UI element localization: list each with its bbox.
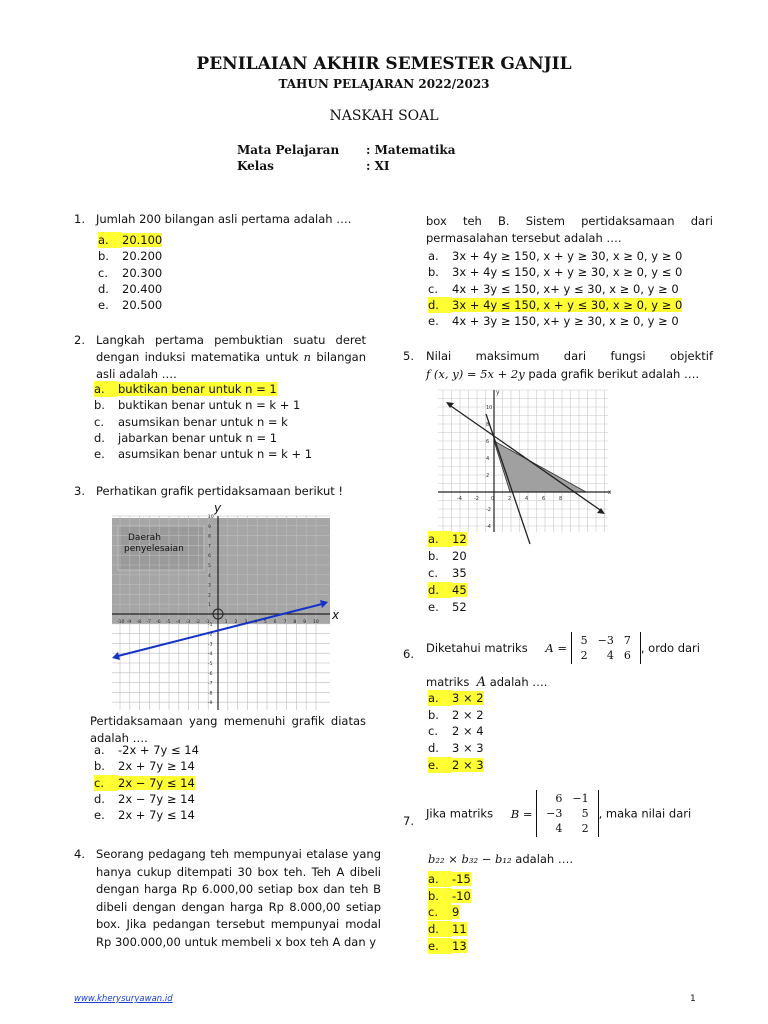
- option-label: d.: [428, 297, 452, 313]
- q3-graph: [110, 500, 342, 710]
- option-text: 9: [452, 905, 460, 920]
- q2-option-a: [94, 381, 277, 397]
- page-title: PENILAIAN AKHIR SEMESTER GANJIL: [196, 54, 572, 74]
- option-label: e.: [428, 314, 439, 329]
- option-text: 3 × 3: [452, 741, 484, 756]
- q3-option-a: [94, 742, 199, 758]
- option-label: e.: [94, 447, 105, 462]
- option-text: 2 × 4: [452, 724, 484, 739]
- q5-y-tick: -2: [486, 507, 491, 513]
- option-label: b.: [428, 707, 439, 722]
- q3-number: 3.: [74, 484, 85, 498]
- option-text: 45: [452, 583, 467, 597]
- q3-x-tick: 7: [283, 620, 287, 625]
- q3-option-c: [94, 775, 195, 791]
- option-text: 20.400: [122, 281, 163, 296]
- q7-option-d: [428, 921, 467, 937]
- option-label: a.: [428, 531, 452, 547]
- q5-formula: f (x, y) = 5x + 2y: [426, 367, 525, 381]
- q1-option-e: [98, 297, 162, 313]
- q3-y-tick: 10: [208, 515, 214, 520]
- q3-axis-y-label: y: [214, 501, 222, 515]
- matrix-cell: 4: [555, 822, 563, 835]
- q5-axis-y-label: y: [496, 389, 500, 396]
- q7-option-b: [428, 888, 471, 904]
- subject-label: Mata Pelajaran: [237, 143, 340, 157]
- q6-option-b: [428, 707, 484, 723]
- option-label: b.: [428, 549, 439, 563]
- option-text: 20.500: [122, 298, 163, 313]
- q1-text: Jumlah 200 bilangan asli pertama adalah ….: [96, 212, 352, 226]
- q3-y-tick: 9: [208, 524, 211, 530]
- q5-option-b: [428, 548, 467, 564]
- q4-option-b: [428, 264, 682, 280]
- q3-x-tick: 8: [293, 620, 297, 625]
- matrix-cell: 6: [555, 792, 563, 805]
- q2-option-b: [94, 397, 300, 413]
- q3-x-tick: -10: [117, 620, 125, 625]
- q4-option-a: [428, 248, 682, 264]
- option-text: asumsikan benar untuk n = k: [118, 414, 288, 429]
- option-label: c.: [428, 281, 438, 296]
- q5-y-tick: 2: [486, 473, 490, 479]
- q2-option-e: [94, 446, 312, 462]
- q5-option-e: [428, 599, 467, 615]
- q3-y-tick: -4: [208, 652, 213, 658]
- q7-text-b: b₂₂ × b₃₂ − b₁₂ adalah ….: [428, 852, 574, 866]
- q7-formula: b₂₂ × b₃₂ − b₁₂: [428, 852, 512, 866]
- q3-region-label-1: Daerah: [128, 533, 161, 543]
- q3-text: Perhatikan grafik pertidaksamaan berikut !: [96, 484, 344, 498]
- q3-option-e: [94, 807, 195, 823]
- footer-link[interactable]: www.kherysuryawan.id: [74, 994, 173, 1004]
- option-text: 20.200: [122, 249, 163, 264]
- q6-text: Diketahui matriks A = 5 −3 7 2 4 6 , ordo dari: [426, 634, 700, 662]
- q3-after-text: Pertidaksamaan yang memenuhi grafik diatas adalah ….: [90, 714, 366, 745]
- option-label: a.: [428, 871, 452, 887]
- option-label: a.: [94, 381, 118, 397]
- q1-option-a: [98, 232, 162, 248]
- option-text: 20.100: [122, 233, 163, 247]
- q5-x-tick: -4: [457, 496, 462, 502]
- option-text: 4x + 3y ≤ 150, x+ y ≤ 30, x ≥ 0, y ≥ 0: [452, 281, 679, 296]
- q5-y-tick: 4: [486, 456, 490, 462]
- q3-x-tick: 9: [303, 620, 307, 625]
- option-label: a.: [428, 249, 439, 263]
- q3-y-tick: 3: [208, 583, 211, 589]
- q3-x-tick: -3: [185, 620, 191, 625]
- option-text: 2x − 7y ≤ 14: [118, 775, 195, 790]
- q5-x-tick: 0: [491, 496, 495, 502]
- q2-option-c: [94, 414, 288, 430]
- q7-matrix: [536, 790, 598, 837]
- q5-y-tick: 6: [486, 439, 490, 445]
- q1-option-b: [98, 248, 162, 264]
- matrix-cell: −3: [546, 807, 563, 820]
- q3-option-d: [94, 791, 195, 807]
- q4-option-d: [428, 297, 682, 313]
- option-label: c.: [428, 566, 438, 580]
- q5-graph: [438, 384, 616, 548]
- q3-x-tick: 4: [254, 620, 258, 625]
- q6-option-c: [428, 723, 484, 739]
- option-label: c.: [98, 265, 108, 280]
- q1-option-c: [98, 265, 162, 281]
- q3-y-tick: 4: [208, 573, 211, 579]
- option-text: 2x + 7y ≥ 14: [118, 759, 195, 774]
- q5-x-tick: 2: [508, 496, 512, 502]
- q7-number: 7.: [403, 814, 414, 828]
- class-value: : XI: [366, 159, 390, 173]
- q4-number: 4.: [74, 847, 85, 861]
- option-label: a.: [428, 690, 452, 706]
- option-text: 3x + 4y ≤ 150, x + y ≥ 30, x ≥ 0, y ≤ 0: [452, 265, 683, 280]
- option-text: -2x + 7y ≤ 14: [118, 743, 199, 757]
- option-label: b.: [98, 249, 109, 264]
- option-label: c.: [94, 414, 104, 429]
- q3-x-tick: -2: [195, 620, 200, 625]
- q3-y-tick: 6: [208, 554, 211, 560]
- option-label: c.: [428, 724, 438, 739]
- q3-x-tick: -1: [205, 620, 210, 625]
- option-text: buktikan benar untuk n = 1: [118, 382, 277, 396]
- matrix-cell: 7: [623, 634, 631, 647]
- option-label: d.: [98, 281, 109, 296]
- option-text: 13: [452, 938, 467, 953]
- class-label: Kelas: [237, 159, 274, 173]
- q6-option-e: [428, 757, 484, 773]
- q5-number: 5.: [403, 349, 414, 363]
- matrix-cell: −3: [597, 634, 614, 647]
- q3-axis-x-label: x: [332, 608, 340, 622]
- matrix-cell: −1: [572, 792, 589, 805]
- option-label: b.: [94, 759, 105, 774]
- q3-x-tick: 10: [313, 620, 319, 625]
- q3-y-tick: -6: [208, 671, 213, 677]
- q6-matrix: [571, 632, 641, 664]
- q6-text-c: matriks A adalah ….: [426, 675, 548, 690]
- q5-option-c: [428, 565, 467, 581]
- option-label: b.: [94, 398, 105, 413]
- matrix-cell: 5: [581, 807, 589, 820]
- q3-x-tick: -8: [136, 620, 142, 625]
- q3-x-tick: -6: [156, 620, 161, 625]
- q6-option-d: [428, 740, 484, 756]
- matrix-cell: 2: [581, 822, 589, 835]
- q5-y-tick: 8: [486, 422, 490, 428]
- q5-option-a: [428, 531, 467, 547]
- q6-option-a: [428, 690, 484, 706]
- q2-number: 2.: [74, 333, 85, 347]
- q3-x-tick: -7: [146, 620, 151, 625]
- matrix-cell: 2: [580, 649, 588, 662]
- option-text: 4x + 3y ≥ 150, x+ y ≥ 30, x ≥ 0, y ≥ 0: [452, 314, 679, 329]
- q3-x-tick: -5: [166, 620, 171, 625]
- subject-value: : Matematika: [366, 143, 456, 157]
- q3-y-tick: -8: [208, 691, 213, 697]
- option-label: e.: [98, 298, 109, 313]
- q1-number: 1.: [74, 212, 85, 226]
- option-text: 2 × 3: [452, 757, 484, 772]
- q3-y-tick: -1: [208, 622, 213, 628]
- q7-option-a: [428, 871, 471, 887]
- q1-option-d: [98, 281, 162, 297]
- option-label: b.: [428, 265, 439, 280]
- q7-text: Jika matriks B = 6 −1 −3 5 4 2 , maka nilai dari: [426, 792, 692, 835]
- option-text: asumsikan benar untuk n = k + 1: [118, 447, 313, 462]
- q5-axis-x-label: x: [608, 489, 612, 496]
- option-text: 11: [452, 922, 467, 937]
- option-label: c.: [428, 904, 452, 920]
- q7-option-e: [428, 938, 467, 954]
- option-text: 3x + 4y ≤ 150, x + y ≤ 30, x ≥ 0, y ≥ 0: [452, 297, 683, 312]
- q4-text: Seorang pedagang teh mempunyai etalase yang hanya cukup ditempati 30 box teh. Teh A dibeli dengan harga Rp 6.000,00 setiap box dan teh B dibeli dengan dengan harga Rp 8.000,00 setiap box. Jika pedangan tersebut mempunyai modal Rp 300.000,00 untuk membeli x box teh A dan y: [96, 847, 381, 949]
- q3-y-tick: 7: [208, 544, 211, 550]
- q3-x-tick: -9: [126, 620, 132, 625]
- option-text: 3 × 2: [452, 691, 484, 705]
- q3-y-tick: -9: [208, 701, 213, 707]
- q5-option-d: [428, 582, 467, 598]
- q3-y-tick: -5: [208, 662, 213, 667]
- q3-x-tick: 1: [224, 620, 228, 625]
- option-label: e.: [428, 938, 452, 954]
- q3-y-tick: -2: [208, 632, 213, 638]
- option-text: 2 × 2: [452, 707, 484, 722]
- option-label: d.: [94, 791, 105, 806]
- option-text: 20: [452, 549, 467, 563]
- option-text: 12: [452, 532, 467, 546]
- option-text: buktikan benar untuk n = k + 1: [118, 398, 301, 413]
- option-text: 52: [452, 600, 467, 614]
- q2-text: Langkah pertama pembuktian suatu deret dengan induksi matematika untuk n bilangan asli adalah ….: [96, 333, 366, 381]
- page-subtitle: TAHUN PELAJARAN 2022/2023: [278, 77, 490, 91]
- option-label: d.: [428, 741, 439, 756]
- q5-text-b: f (x, y) = 5x + 2y pada grafik berikut adalah ….: [426, 367, 700, 381]
- option-text: 3x + 4y ≥ 150, x + y ≥ 30, x ≥ 0, y ≥ 0: [452, 249, 683, 263]
- q3-y-tick: 5: [208, 564, 211, 569]
- q3-y-tick: 2: [208, 593, 211, 599]
- option-text: 2x + 7y ≤ 14: [118, 808, 195, 823]
- q7-option-c: [428, 904, 459, 920]
- doc-type: NASKAH SOAL: [329, 108, 439, 124]
- option-label: d.: [428, 921, 452, 937]
- option-label: b.: [428, 888, 452, 904]
- q6-number: 6.: [403, 647, 414, 661]
- option-text: jabarkan benar untuk n = 1: [118, 430, 278, 445]
- option-text: 2x − 7y ≥ 14: [118, 791, 195, 806]
- q5-y-tick: -4: [486, 524, 491, 530]
- matrix-cell: 4: [606, 649, 614, 662]
- option-text: 35: [452, 566, 467, 580]
- option-text: 20.300: [122, 265, 163, 280]
- q5-x-tick: 8: [559, 496, 563, 502]
- q3-y-tick: -3: [208, 642, 213, 648]
- option-text: -15: [452, 872, 471, 886]
- option-label: d.: [428, 582, 452, 598]
- option-label: e.: [428, 600, 439, 614]
- q5-text: Nilai maksimum dari fungsi objektif: [426, 349, 713, 363]
- q5-x-tick: 6: [542, 496, 546, 502]
- q3-y-tick: 8: [208, 534, 211, 540]
- q3-option-b: [94, 758, 195, 774]
- q3-region-label-2: penyelesaian: [124, 544, 184, 554]
- q3-x-tick: -4: [175, 620, 181, 625]
- option-label: e.: [428, 757, 452, 773]
- q3-x-tick: 2: [234, 620, 238, 625]
- q2-option-d: [94, 430, 277, 446]
- option-label: a.: [98, 232, 122, 248]
- matrix-cell: 6: [623, 649, 631, 662]
- option-label: a.: [94, 743, 105, 757]
- option-label: d.: [94, 430, 105, 445]
- q5-x-tick: 4: [525, 496, 529, 502]
- q3-x-tick: 5: [264, 620, 267, 625]
- option-text: -10: [452, 888, 471, 903]
- page-number: 1: [690, 994, 696, 1004]
- q3-x-tick: 6: [273, 620, 277, 625]
- q4-option-e: [428, 313, 679, 329]
- option-label: e.: [94, 808, 105, 823]
- q5-y-tick: 10: [486, 405, 493, 411]
- q3-x-tick: 3: [244, 620, 248, 625]
- q3-y-tick: -7: [208, 681, 213, 687]
- q3-y-tick: 1: [208, 603, 211, 609]
- matrix-cell: 5: [580, 634, 588, 647]
- q5-x-tick: -2: [474, 496, 479, 502]
- option-label: c.: [94, 775, 118, 791]
- q4-option-c: [428, 281, 679, 297]
- q4-continued: box teh B. Sistem pertidaksamaan dari permasalahan tersebut adalah ….: [426, 214, 713, 245]
